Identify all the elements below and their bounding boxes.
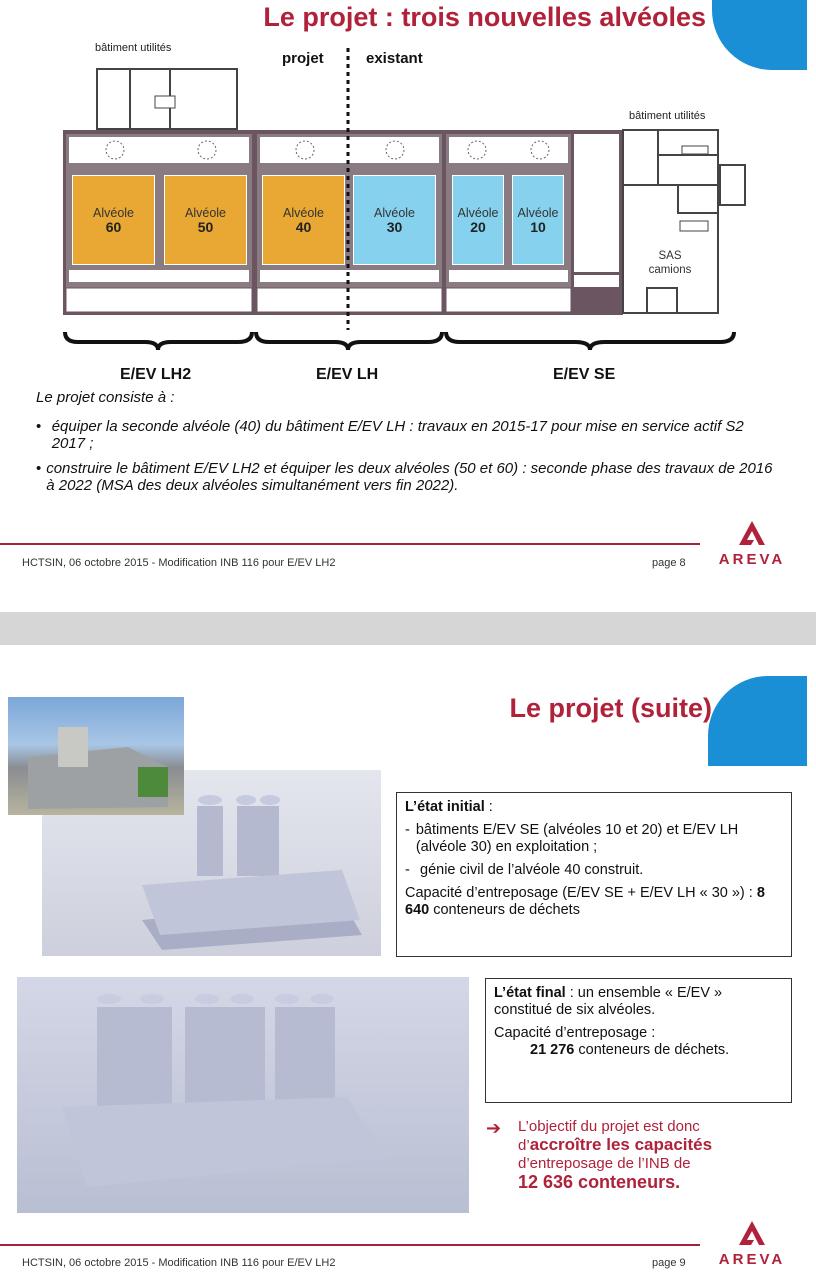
footer-line — [0, 543, 700, 545]
initial-item-text: bâtiments E/EV SE (alvéoles 10 et 20) et E/EV LH (alvéole 30) en exploitation ; — [415, 822, 739, 855]
alveole-cell-20 — [452, 175, 504, 265]
page-number: page 8 — [652, 557, 686, 569]
alveole-number: 60 — [105, 219, 122, 235]
areva-logo-text: AREVA — [718, 1251, 786, 1268]
zone-label-lh: E/EV LH — [316, 366, 379, 383]
zone-label-se: E/EV SE — [553, 366, 616, 383]
intro-text: Le projet consiste à : — [36, 389, 175, 406]
initial-item: - bâtiments E/EV SE (alvéoles 10 et 20) et E/EV LH (alvéole 30) en exploitation ; — [405, 822, 783, 856]
initial-heading-suffix: : — [484, 799, 493, 815]
areva-logo — [712, 520, 792, 568]
final-heading: L’état final — [494, 985, 566, 1001]
sas-label-line1: SAS — [658, 250, 682, 262]
initial-capacity-value: 8 640 — [405, 885, 765, 918]
final-state-render — [17, 977, 469, 1213]
footer-line — [0, 1244, 700, 1246]
areva-logo-text: AREVA — [718, 551, 786, 568]
alveole-number: 30 — [386, 219, 403, 235]
areva-logo-mark — [737, 520, 767, 546]
alveole-word: Alvéole — [374, 206, 415, 220]
final-building-render — [17, 977, 469, 1213]
alveole-word: Alvéole — [517, 206, 559, 220]
objective-line1: L’objectif du projet est donc — [518, 1118, 700, 1135]
page-number: page 9 — [652, 1257, 686, 1269]
final-capacity-suffix: conteneurs de déchets. — [574, 1042, 730, 1058]
alveole-cell-60 — [72, 175, 155, 265]
utility-building-label-right: bâtiment utilités — [629, 110, 706, 122]
alveole-number: 20 — [470, 219, 486, 235]
bullet-text: construire le bâtiment E/EV LH2 et équiper les deux alvéoles (50 et 60) : seconde phase des travaux de 2016 à 2022 (MSA des deux alvéoles simultanément vers fin 2022). — [46, 460, 773, 494]
footer-text: HCTSIN, 06 octobre 2015 - Modification INB 116 pour E/EV LH2 — [22, 557, 336, 569]
alveole-word: Alvéole — [283, 206, 324, 220]
initial-item-text: génie civil de l’alvéole 40 construit. — [420, 862, 644, 878]
blue-corner-decoration — [708, 676, 807, 766]
zone-label-lh2: E/EV LH2 — [120, 366, 192, 383]
slide-title: Le projet (suite) — [509, 693, 712, 723]
alveole-cell-30 — [353, 175, 436, 265]
projet-label: projet — [282, 50, 324, 67]
initial-item: - génie civil de l’alvéole 40 construit. — [405, 862, 644, 878]
sas-label-line2: camions — [648, 264, 692, 276]
initial-capacity-suffix: conteneurs de déchets — [429, 902, 580, 918]
slide-title: Le projet : trois nouvelles alvéoles — [263, 2, 706, 32]
initial-capacity-prefix: Capacité d’entreposage (E/EV SE + E/EV LH « 30 ») : — [405, 885, 757, 901]
objective-value: 12 636 conteneurs. — [518, 1172, 681, 1192]
objective-block — [486, 1118, 786, 1191]
bullet-dot: • — [36, 460, 42, 477]
objective-line3: d’entreposage de l’INB de — [518, 1155, 691, 1172]
slide-separator — [0, 612, 816, 645]
areva-logo-mark — [737, 1220, 767, 1246]
alveole-cell-50 — [164, 175, 247, 265]
initial-state-box — [396, 792, 792, 957]
alveole-word: Alvéole — [185, 206, 226, 220]
alveole-number: 10 — [530, 219, 546, 235]
initial-heading: L’état initial — [405, 799, 485, 815]
alveole-word: Alvéole — [457, 206, 499, 220]
areva-logo — [712, 1220, 792, 1268]
bullet-text: équiper la seconde alvéole (40) du bâtiment E/EV LH : travaux en 2015-17 pour mise en service actif S2 2017 ; — [51, 418, 744, 452]
site-photo-drawing — [8, 697, 184, 815]
alveole-word: Alvéole — [93, 206, 134, 220]
alveole-cell-10 — [512, 175, 564, 265]
objective-prefix: d’ — [518, 1137, 530, 1154]
footer-text: HCTSIN, 06 octobre 2015 - Modification INB 116 pour E/EV LH2 — [22, 1257, 336, 1269]
alveole-number: 50 — [197, 219, 214, 235]
alveole-number: 40 — [295, 219, 312, 235]
final-heading-suffix: : un ensemble « E/EV » constitué de six alvéoles. — [494, 985, 723, 1018]
bullet-item — [36, 460, 776, 494]
site-photo — [8, 697, 184, 815]
existant-label: existant — [366, 50, 423, 67]
arrow-right-icon: ➔ — [486, 1118, 502, 1138]
final-capacity-value: 21 276 — [530, 1042, 575, 1058]
utility-building-label-left: bâtiment utilités — [95, 42, 172, 54]
sas-label — [640, 249, 700, 277]
bullet-dot: • — [36, 418, 42, 435]
final-capacity-prefix: Capacité d’entreposage : — [494, 1025, 656, 1041]
objective-bold: accroître les capacités — [529, 1135, 713, 1154]
bullet-list — [36, 418, 776, 494]
final-state-box — [485, 978, 792, 1103]
bullet-item — [36, 418, 776, 452]
alveole-cell-40 — [262, 175, 345, 265]
